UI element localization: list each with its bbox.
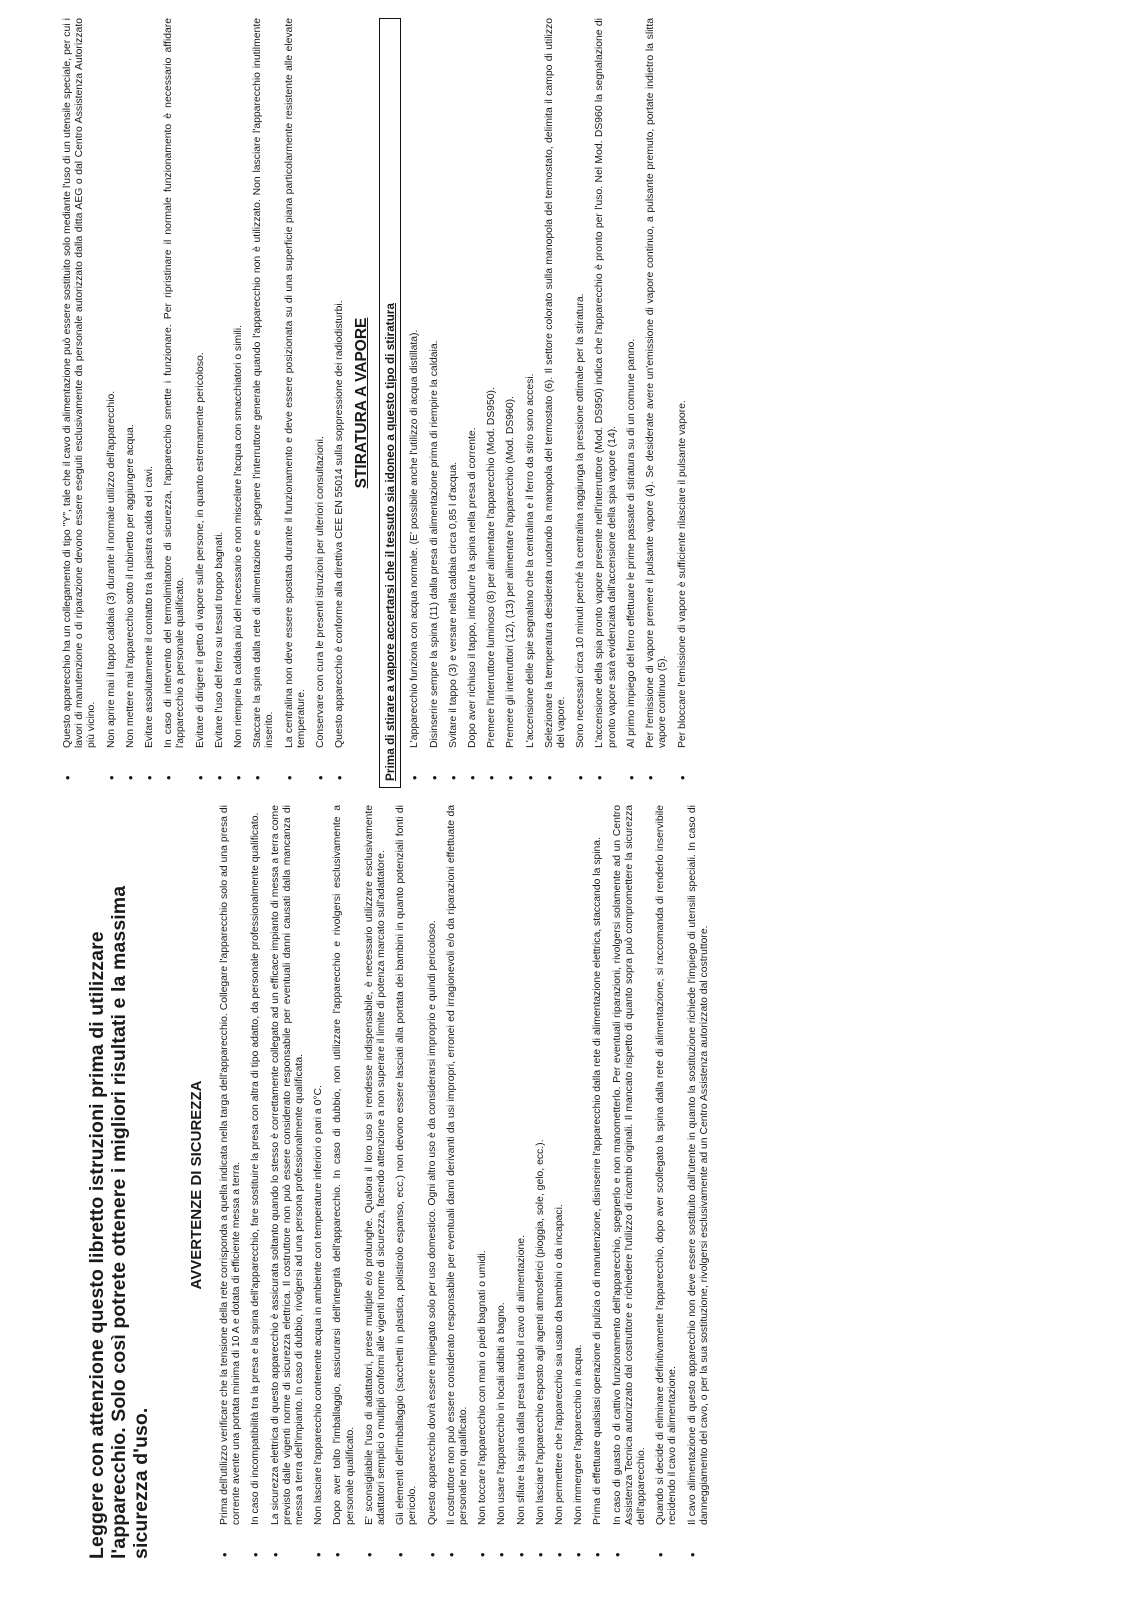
list-item: • Premere gli interruttori (12), (13) per alimentare l'apparecchio (Mod. DS960). — [505, 18, 517, 788]
list-item: • Questo apparecchio è conforme alla direttiva CEE EN 55014 sulla soppressione dei radiodisturbi. — [334, 18, 346, 788]
list-item: • Gli elementi dell'imballaggio (sacchetti in plastica, polistirolo espanso, ecc.) non devono essere lasciati alla portata dei bambini in quanto potenziali fonti di pericolo. — [395, 805, 419, 1565]
list-item: • In caso di incompatibilità tra la presa e la spina dell'apparecchio, fare sostituire la presa con altra di tipo adatto, da personale professionalmente qualificato. — [250, 805, 262, 1565]
list-item: • Dopo aver richiuso il tappo, introdurre la spina nella presa di corrente. — [467, 18, 479, 788]
list-item: • Non permettere che l'apparecchio sia usato da bambini o da incapaci. — [554, 805, 566, 1565]
right-column — [0, 18, 1131, 788]
list-item: • Al primo impiego del ferro effettuare le prime passate di stiratura su di un comune panno. — [626, 18, 638, 788]
list-item: • Quando si decide di eliminare definitivamente l'apparecchio, dopo aver scollegato la spina dalla rete di alimentazione, si raccomanda di renderlo inservibile recidendo il cavo di alimentazione. — [655, 805, 679, 1565]
list-item: • L'accensione delle spie segnalano che la centralina e il ferro da stiro sono accesi. — [525, 18, 537, 788]
list-item: • Evitare l'uso del ferro su tessuti troppo bagnati. — [214, 18, 226, 788]
steam-note-box: Prima di stirare a vapore accertarsi che il tessuto sia idoneo a questo tipo di stiratura — [379, 18, 401, 788]
list-item: • Non mettere mai l'apparecchio sotto il rubinetto per aggiungere acqua. — [125, 18, 137, 788]
list-item: • Per l'emissione di vapore premere il pulsante vapore (4). Se desiderate avere un'emissione di vapore continuo, a pulsante premuto, portate indietro la slitta vapore continuo (5). — [645, 18, 669, 788]
list-item: • Non aprire mai il tappo caldaia (3) durante il normale utilizzo dell'apparecchio. — [106, 18, 118, 788]
list-item: • Premere l'interruttore luminoso (8) per alimentare l'apparecchio (Mod. DS950). — [486, 18, 498, 788]
list-item: • Non riempire la caldaia più del necessario e non miscelare l'acqua con smacchiatori o simili. — [233, 18, 245, 788]
list-item: • Questo apparecchio ha un collegamento di tipo "Y", tale che il cavo di alimentazione può essere sostituito solo mediante l'uso di un utensile speciale, per cui i lavori di manutenzione o di riparazione devono essere eseguiti esclusivamente da personale autorizzato dalla ditta AEG o dal Centro Assistenza Autorizzato più vicino. — [62, 18, 99, 788]
list-item: • In caso di guasto o di cattivo funzionamento dell'apparecchio, spegnerlo e non manometterlo. Per eventuali riparazioni, rivolgersi solamente ad un Centro Assistenza Tecnica autorizzato dal costruttore e richiedere l'utilizzo di ricambi originali. Il mancato rispetto di quanto sopra può compromettere la sicurezza dell'apparecchio. — [612, 805, 649, 1565]
list-item: • Non lasciare l'apparecchio contenente acqua in ambiente con temperature inferiori o pari a 0°C. — [313, 805, 325, 1565]
list-item: • Il costruttore non può essere considerato responsabile per eventuali danni derivanti da usi impropri, erronei ed irragionevoli e/o da riparazioni effettuate da personale non qualificato. — [446, 805, 470, 1565]
list-item: • Evitare di dirigere il getto di vapore sulle persone, in quanto estremamente pericoloso. — [195, 18, 207, 788]
list-item: • Dopo aver tolto l'imballaggio, assicurarsi dell'integrità dell'apparecchio. In caso di dubbio, non utilizzare l'apparecchio e rivolgersi esclusivamente a personale qualificato. — [332, 805, 356, 1565]
intro-heading: Leggere con attenzione questo libretto istruzioni prima di utilizzare l'apparecchio. Solo così potrete ottenere i migliori risultati e la massima sicurezza d'uso. — [86, 885, 152, 1559]
left-column — [0, 805, 1131, 1565]
list-item: • Sono necessari circa 10 minuti perché la centralina raggiunga la pressione ottimale per la stiratura. — [575, 18, 587, 788]
safety-list-continued — [62, 18, 346, 788]
list-item: • La sicurezza elettrica di questo apparecchio è assicurata soltanto quando lo stesso è correttamente collegato ad un efficace impianto di messa a terra come previsto dalle vigenti norme di sicurezza elettrica. Il costruttore non può essere considerato responsabile per eventuali danni causati dalla mancanza di messa a terra dell'impianto. In caso di dubbio, rivolgersi ad una persona professionalmente qualificata. — [270, 805, 307, 1565]
list-item: • Prima dell'utilizzo verificare che la tensione della rete corrisponda a quella indicata nella targa dell'apparecchio. Collegare l'apparecchio solo ad una presa di corrente avente una portata minima di 10 A e dotata di efficiente messa a terra. — [219, 805, 243, 1565]
list-item: • Svitare il tappo (3) e versare nella caldaia circa 0,85 l d'acqua. — [448, 18, 460, 788]
list-item: • Non usare l'apparecchio in locali adibiti a bagno. — [496, 805, 508, 1565]
list-item: • La centralina non deve essere spostata durante il funzionamento e deve essere posizionata su di una superficie piana particolarmente resistente alle elevate temperature. — [284, 18, 308, 788]
steam-list — [409, 18, 688, 788]
safety-list — [219, 805, 711, 1565]
list-item: • Non sfilare la spina dalla presa tirando il cavo di alimentazione. — [516, 805, 528, 1565]
list-item: • Non toccare l'apparecchio con mani o piedi bagnati o umidi. — [477, 805, 489, 1565]
list-item: • In caso di intervento del termolimitatore di sicurezza, l'apparecchio smette i funzionare. Per ripristinare il normale funzionamento è necessario affidare l'apparecchio a personale qualificato. — [163, 18, 187, 788]
steam-title: STIRATURA A VAPORE — [353, 317, 371, 489]
list-item: • L'apparecchio funziona con acqua normale. (E' possibile anche l'utilizzo di acqua distillata). — [409, 18, 421, 788]
safety-title: AVVERTENZE DI SICUREZZA — [188, 1080, 205, 1290]
list-item: • Conservare con cura le presenti istruzioni per ulteriori consultazioni. — [315, 18, 327, 788]
list-item: • Per bloccare l'emissione di vapore è sufficiente rilasciare il pulsante vapore. — [677, 18, 689, 788]
list-item: • Disinserire sempre la spina (11) dalla presa di alimentazione prima di riempire la caldaia. — [429, 18, 441, 788]
list-item: • L'accensione della spia pronto vapore presente nell'interruttore (Mod. DS950) indica che l'apparecchio è pronto per l'uso. Nel Mod. DS960 la segnalazione di pronto vapore sarà evidenziata dall'accensione della spia vapore (14). — [594, 18, 618, 788]
list-item: • Questo apparecchio dovrà essere impiegato solo per uso domestico. Ogni altro uso è da considerarsi improprio e quindi pericoloso. — [427, 805, 439, 1565]
list-item: • Non lasciare l'apparecchio esposto agli agenti atmosferici (pioggia, sole, gelo, ecc.). — [535, 805, 547, 1565]
list-item: • Selezionare la temperatura desiderata ruotando la manopola del termostato (6). Il settore colorato sulla manopola del termostato, delimita il campo di utilizzo del vapore. — [544, 18, 568, 788]
list-item: • Staccare la spina dalla rete di alimentazione e spegnere l'interruttore generale quando l'apparecchio non è utilizzato. Non lasciare l'apparecchio inutilmente inserito. — [252, 18, 276, 788]
list-item: • Non immergere l'apparecchio in acqua. — [573, 805, 585, 1565]
list-item: • Il cavo alimentazione di questo apparecchio non deve essere sostituito dall'utente in quanto la sostituzione richiede l'impiego di utensili speciali. In caso di danneggiamento del cavo, o per la sua sostituzione, rivolgersi esclusivamente ad un Centro Assistenza autorizzato dal costruttore. — [687, 805, 711, 1565]
list-item: • Evitare assolutamente il contatto tra la piastra calda ed i cavi. — [144, 18, 156, 788]
list-item: • E' sconsigliabile l'uso di adattatori, prese multiple e/o prolunghe. Qualora il loro uso si rendesse indispensabile, è necessario utilizzare esclusivamente adattatori semplici o multipli conformi alle vigenti norme di sicurezza, facendo attenzione a non superare il limite di potenza marcato sull'adattatore. — [364, 805, 388, 1565]
list-item: • Prima di effettuare qualsiasi operazione di pulizia o di manutenzione, disinserire l'apparecchio dalla rete di alimentazione elettrica, staccando la spina. — [592, 805, 604, 1565]
